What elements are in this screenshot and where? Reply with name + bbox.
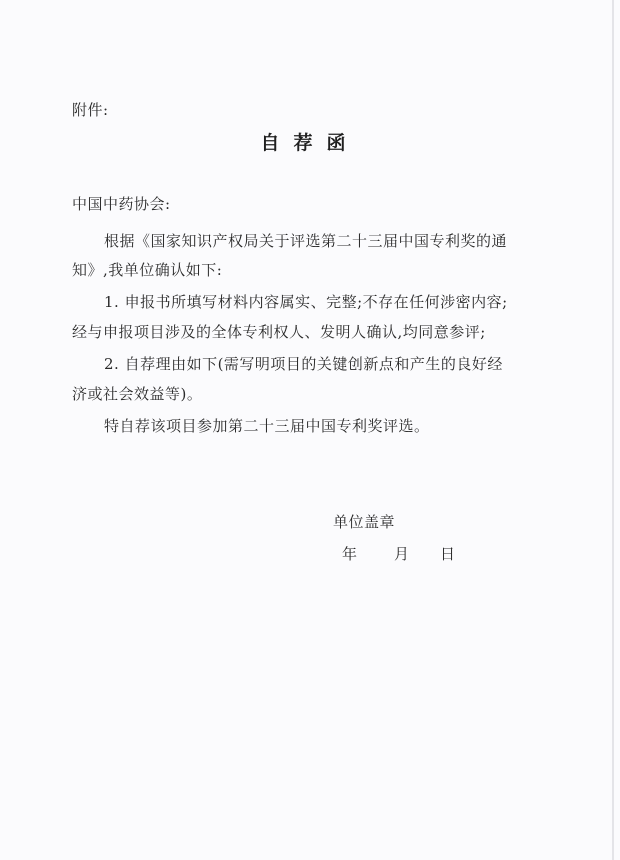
- paragraph-line-7: 特自荐该项目参加第二十三届中国专利奖评选。: [104, 417, 430, 435]
- document-title: 自荐函: [260, 132, 360, 154]
- year-label: 年: [342, 545, 358, 563]
- attachment-label: 附件:: [72, 101, 109, 119]
- paragraph-line-6: 济或社会效益等)。: [72, 385, 203, 403]
- paragraph-line-2: 知》,我单位确认如下:: [72, 261, 223, 279]
- day-label: 日: [440, 545, 456, 563]
- paragraph-line-3: 1. 申报书所填写材料内容属实、完整;不存在任何涉密内容;: [104, 293, 508, 311]
- paragraph-line-1: 根据《国家知识产权局关于评选第二十三届中国专利奖的通: [104, 232, 508, 250]
- month-label: 月: [394, 545, 410, 563]
- date-row: [342, 544, 455, 564]
- paragraph-line-4: 经与申报项目涉及的全体专利权人、发明人确认,均同意参评;: [72, 323, 486, 341]
- seal-label: 单位盖章: [333, 513, 396, 531]
- addressee: 中国中药协会:: [72, 195, 171, 213]
- paragraph-line-5: 2. 自荐理由如下(需写明项目的关键创新点和产生的良好经: [104, 355, 503, 373]
